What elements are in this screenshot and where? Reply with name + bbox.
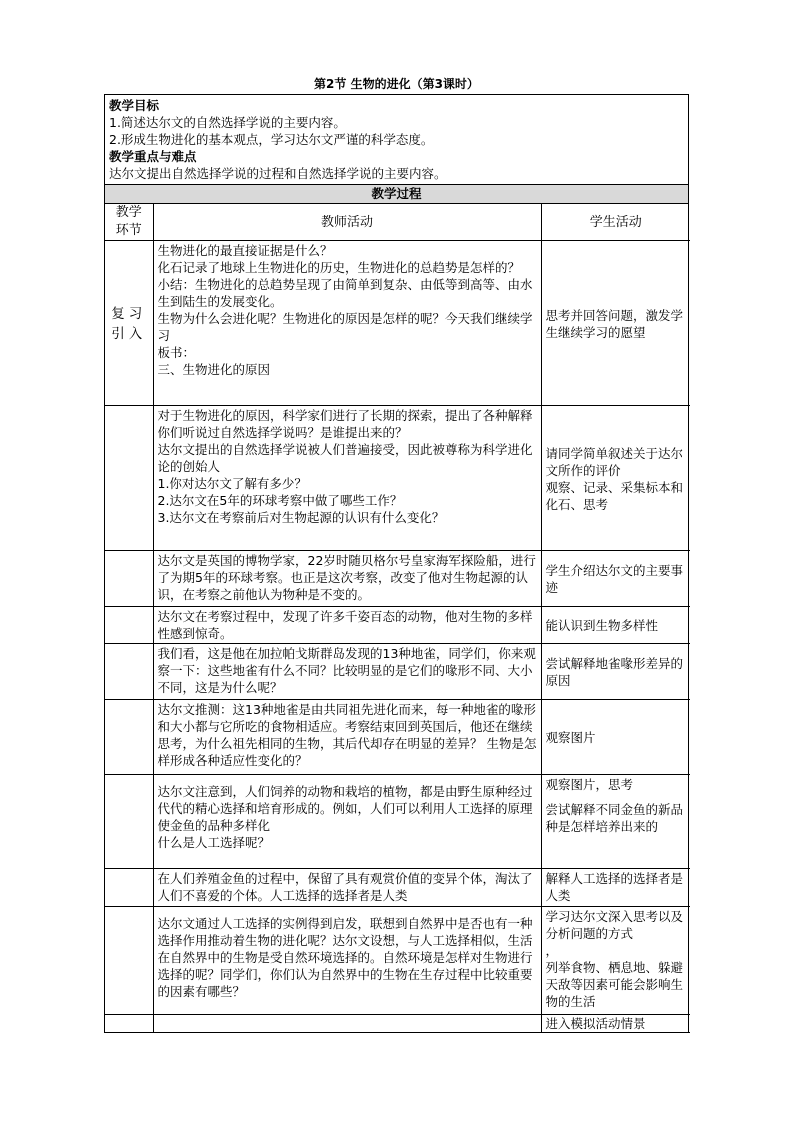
section-empty [105,869,153,907]
table-row [105,644,690,700]
table-row [105,869,690,907]
teacher-activity-cell: 达尔文注意到，人们饲养的动物和栽培的植物，都是由野生原种经过代代的精心选择和培育形成的。例如，人们可以利用人工选择的原理使金鱼的品种多样化 什么是人工选择呢？ [153,775,541,869]
student-activity-cell: 进入模拟活动情景 [541,1015,690,1033]
teacher-activity-cell: 我们看，这是他在加拉帕戈斯群岛发现的13种地雀，同学们，你来观察一下：这些地雀有什么不同？比较明显的是它们的喙形不同、大小不同，这是为什么呢？ [153,644,541,700]
page-title: 第2节 生物的进化（第3课时） [314,77,479,91]
section-empty [105,406,153,551]
teacher-activity-cell: 生物进化的最直接证据是什么？ 化石记录了地球上生物进化的历史，生物进化的总趋势是怎样的？ 小结：生物进化的总趋势呈现了由简单到复杂、由低等到高等、由水生到陆生的发展变化。 生物为什么会进化呢？生物进化的原因是怎样的呢？今天我们继续学习 板书： 三、生物进化的原因 [153,241,541,406]
student-activity-cell: 请同学简单叙述关于达尔文所作的评价 观察、记录、采集标本和化石、思考 [541,406,690,551]
table-row [105,406,690,551]
table-row [105,607,690,644]
process-table [105,204,690,1033]
section-empty [105,644,153,700]
teacher-activity-cell: 达尔文在考察过程中，发现了许多千姿百态的动物，他对生物的多样性感到惊奇。 [153,607,541,644]
table-row [105,1015,690,1033]
student-activity-cell: 能认识到生物多样性 [541,607,690,644]
section-empty [105,700,153,775]
lesson-plan-frame [104,94,689,1033]
section-review-intro: 复习 引入 [105,241,153,406]
teacher-activity-cell: 在人们养殖金鱼的过程中，保留了具有观赏价值的变异个体，淘汰了人们不喜爱的个体。人工选择的选择者是人类 [153,869,541,907]
objectives-heading: 教学目标 [109,98,160,113]
table-header-row [105,204,690,241]
teacher-activity-cell: 达尔文推测：这13种地雀是由共同祖先进化而来，每一种地雀的喙形和大小都与它所吃的食物相适应。考察结束回到英国后，他还在继续思考，为什么祖先相同的生物，其后代却存在明显的差异？ 生物是怎样形成各种适应性变化的？ [153,700,541,775]
student-activity-cell: 思考并回答问题，激发学生继续学习的愿望 [541,241,690,406]
teacher-activity-cell: 达尔文通过人工选择的实例得到启发，联想到自然界中是否也有一种选择作用推动着生物的进化呢？达尔文设想，与人工选择相似，生活在自然界中的生物是受自然环境选择的。自然环境是怎样对生物进行选择的呢？同学们，你们认为自然界中的生物在生存过程中比较重要的因素有哪些？ [153,907,541,1015]
key-points-text: 达尔文提出自然选择学说的过程和自然选择学说的主要内容。 [109,166,447,181]
student-activity-cell: 解释人工选择的选择者是人类 [541,869,690,907]
column-header-environment: 教学 环节 [105,204,153,241]
student-activity-cell: 观察图片 [541,700,690,775]
teacher-activity-cell: 达尔文是英国的博物学家，22岁时随贝格尔号皇家海军探险船，进行了为期5年的环球考察。也正是这次考察，改变了他对生物起源的认识，在考察之前他认为物种是不变的。 [153,551,541,607]
section-empty [105,607,153,644]
key-points-heading: 教学重点与难点 [109,149,197,164]
teacher-activity-cell: 对于生物进化的原因，科学家们进行了长期的探索，提出了各种解释 你们听说过自然选择学说吗？是谁提出来的？ 达尔文提出的自然选择学说被人们普遍接受，因此被尊称为科学进化论的创始人 1.你对达尔文了解有多少？ 2.达尔文在5年的环球考察中做了哪些工作？ 3.达尔文在考察前后对生物起源的认识有什么变化？ [153,406,541,551]
column-header-student: 学生活动 [541,204,690,241]
teacher-activity-cell [153,1015,541,1033]
student-activity-cell: 学生介绍达尔文的主要事迹 [541,551,690,607]
objective-item: 2.形成生物进化的基本观点，学习达尔文严谨的科学态度。 [109,132,434,147]
student-activity-cell: 尝试解释地雀喙形差异的原因 [541,644,690,700]
process-heading: 教学过程 [105,184,688,204]
table-row [105,775,690,869]
section-empty [105,1015,153,1033]
section-empty [105,907,153,1015]
section-empty [105,775,153,869]
column-header-teacher: 教师活动 [153,204,541,241]
student-activity-cell: 学习达尔文深入思考以及分析问题的方式 ， 列举食物、栖息地、躲避天敌等因素可能会影响生物的生活 [541,907,690,1015]
table-row [105,700,690,775]
table-row [105,907,690,1015]
table-row [105,241,690,406]
section-empty [105,551,153,607]
student-activity-cell: 观察图片，思考 尝试解释不同金鱼的新品种是怎样培养出来的 [541,775,690,869]
table-row [105,551,690,607]
objectives-block [105,94,688,184]
objective-item: 1.简述达尔文的自然选择学说的主要内容。 [109,115,346,130]
